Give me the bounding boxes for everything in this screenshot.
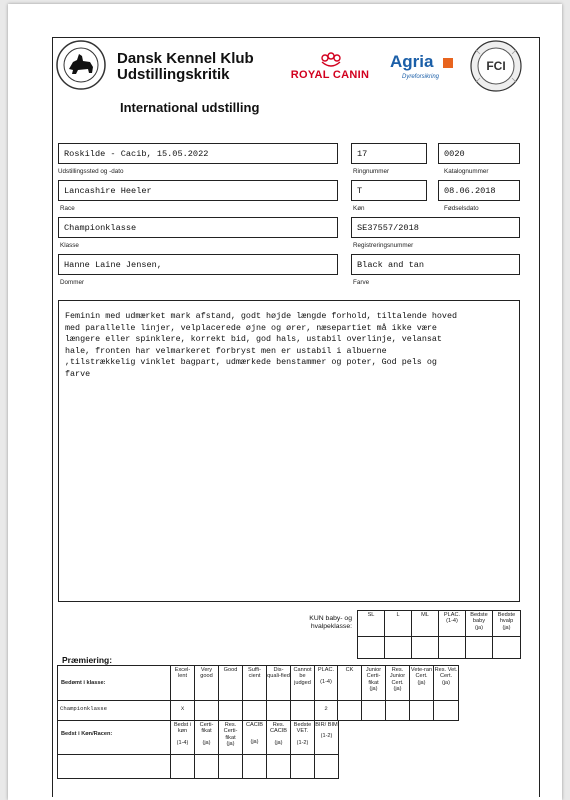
club-name: Dansk Kennel Klub bbox=[117, 50, 254, 67]
color-field: Black and tan bbox=[351, 254, 520, 275]
class-value-cell bbox=[410, 701, 434, 721]
class-value-cell bbox=[291, 701, 315, 721]
class-col-header: Excel-lent bbox=[171, 666, 195, 701]
class-value-cell bbox=[219, 701, 243, 721]
agria-logo bbox=[388, 50, 460, 90]
sex-col-header: CACIB (ja) bbox=[243, 721, 267, 755]
class-value-cell bbox=[267, 701, 291, 721]
breed-label: Race bbox=[60, 205, 75, 212]
class-name-cell: Championklasse bbox=[58, 701, 171, 721]
class-col-header: Dis-quali-fied bbox=[267, 666, 291, 701]
class-value-cell bbox=[434, 701, 459, 721]
baby-cell bbox=[358, 637, 385, 659]
sex-col-header: Certi-fikat (ja) bbox=[195, 721, 219, 755]
sex-label: Køn bbox=[353, 205, 365, 212]
birthdate-label: Fødselsdato bbox=[444, 205, 479, 212]
class-col-header: Good bbox=[219, 666, 243, 701]
class-col-header: Junior Certi-fikat (ja) bbox=[362, 666, 386, 701]
baby-cell bbox=[439, 637, 466, 659]
sex-cell bbox=[58, 755, 171, 779]
baby-class-table bbox=[357, 610, 521, 659]
catalog-label: Katalognummer bbox=[444, 168, 489, 175]
breed-field: Lancashire Heeler bbox=[58, 180, 338, 201]
class-col-header: Vete-ran Cert. (ja) bbox=[410, 666, 434, 701]
baby-col-header: L bbox=[385, 611, 412, 637]
agria-subtext: Dyreforsikring bbox=[402, 74, 440, 80]
class-col-header: Res. Vet. Cert. (ja) bbox=[434, 666, 459, 701]
ring-field: 17 bbox=[351, 143, 427, 164]
sex-col-header: BIR/ BIM (1-2) bbox=[315, 721, 339, 755]
baby-cell bbox=[412, 637, 439, 659]
class-value-cell bbox=[362, 701, 386, 721]
baby-col-header: Bedste hvalp (ja) bbox=[493, 611, 521, 637]
judge-field: Hanne Laine Jensen, bbox=[58, 254, 338, 275]
judge-label: Dommer bbox=[60, 279, 85, 286]
sex-cell bbox=[195, 755, 219, 779]
sex-cell bbox=[171, 755, 195, 779]
class-value-cell bbox=[243, 701, 267, 721]
registration-label: Registreringsnummer bbox=[353, 242, 414, 249]
venue-field: Roskilde - Cacib, 15.05.2022 bbox=[58, 143, 338, 164]
document-type: Udstillingskritik bbox=[117, 66, 230, 83]
premiering-title: Præmiering: bbox=[62, 655, 113, 665]
birthdate-field: 08.06.2018 bbox=[438, 180, 520, 201]
royal-canin-logo bbox=[285, 50, 375, 88]
sex-col-header: Res. CACIB (ja) bbox=[267, 721, 291, 755]
class-value-cell bbox=[195, 701, 219, 721]
sex-cell bbox=[243, 755, 267, 779]
show-type-heading: International udstilling bbox=[120, 100, 260, 115]
fci-text: FCI bbox=[486, 59, 506, 73]
baby-cell bbox=[493, 637, 521, 659]
class-row-label: Bedømt i klasse: bbox=[58, 666, 171, 701]
class-col-header: Very good bbox=[195, 666, 219, 701]
baby-cell bbox=[385, 637, 412, 659]
sex-cell bbox=[219, 755, 243, 779]
baby-col-header: ML bbox=[412, 611, 439, 637]
class-col-header: PLAC. (1-4) bbox=[315, 666, 338, 701]
sex-result-table bbox=[57, 720, 339, 779]
sex-cell bbox=[267, 755, 291, 779]
venue-label: Udstillingssted og -dato bbox=[58, 168, 124, 175]
fci-logo bbox=[470, 40, 522, 92]
class-label: Klasse bbox=[60, 242, 79, 249]
sex-row-label: Bedst i Køn/Racen: bbox=[58, 721, 171, 755]
class-col-header: Res. Junior Cert. (ja) bbox=[386, 666, 410, 701]
baby-cell bbox=[466, 637, 493, 659]
critique-text: Feminin med udmærket mark afstand, godt højde længde forhold, tiltalende hoved med parallelle linjer, velplacerede øjne og ører, næsepartiet må ikke være længere eller spinklere, korrekt bid, god hals, ustabil overlinje, velansat hale, fronten har velmarkeret forbryst men er ustabil i albuerne ,tilstrækkelig vinklet bagpart, udmærkede benstammer og poter, God pels og farve bbox=[58, 300, 520, 602]
sex-cell bbox=[315, 755, 339, 779]
class-value-cell: X bbox=[171, 701, 195, 721]
class-value-cell: 2 bbox=[315, 701, 338, 721]
baby-col-header: SL bbox=[358, 611, 385, 637]
sex-col-header: Bedste VET. (1-2) bbox=[291, 721, 315, 755]
sex-col-header: Bedst i køn (1-4) bbox=[171, 721, 195, 755]
class-result-table bbox=[57, 665, 459, 721]
class-col-header: CK bbox=[338, 666, 362, 701]
color-label: Farve bbox=[353, 279, 370, 286]
class-col-header: Suffi-cient bbox=[243, 666, 267, 701]
class-value-cell bbox=[386, 701, 410, 721]
agria-text: Agria bbox=[390, 52, 434, 71]
registration-field: SE37557/2018 bbox=[351, 217, 520, 238]
sex-cell bbox=[291, 755, 315, 779]
dkk-logo bbox=[56, 40, 106, 90]
baby-class-label: KUN baby- og hvalpeklasse: bbox=[309, 615, 352, 630]
baby-col-header: Bedste baby (ja) bbox=[466, 611, 493, 637]
baby-col-header: PLAC. (1-4) bbox=[439, 611, 466, 637]
ring-label: Ringnummer bbox=[353, 168, 390, 175]
sex-field: T bbox=[351, 180, 427, 201]
agria-badge-icon bbox=[443, 58, 453, 68]
sex-col-header: Res. Certi-fikat (ja) bbox=[219, 721, 243, 755]
class-field: Championklasse bbox=[58, 217, 338, 238]
class-col-header: Cannot be judged bbox=[291, 666, 315, 701]
royal-canin-text: ROYAL CANIN bbox=[290, 69, 370, 81]
catalog-field: 0020 bbox=[438, 143, 520, 164]
class-value-cell bbox=[338, 701, 362, 721]
